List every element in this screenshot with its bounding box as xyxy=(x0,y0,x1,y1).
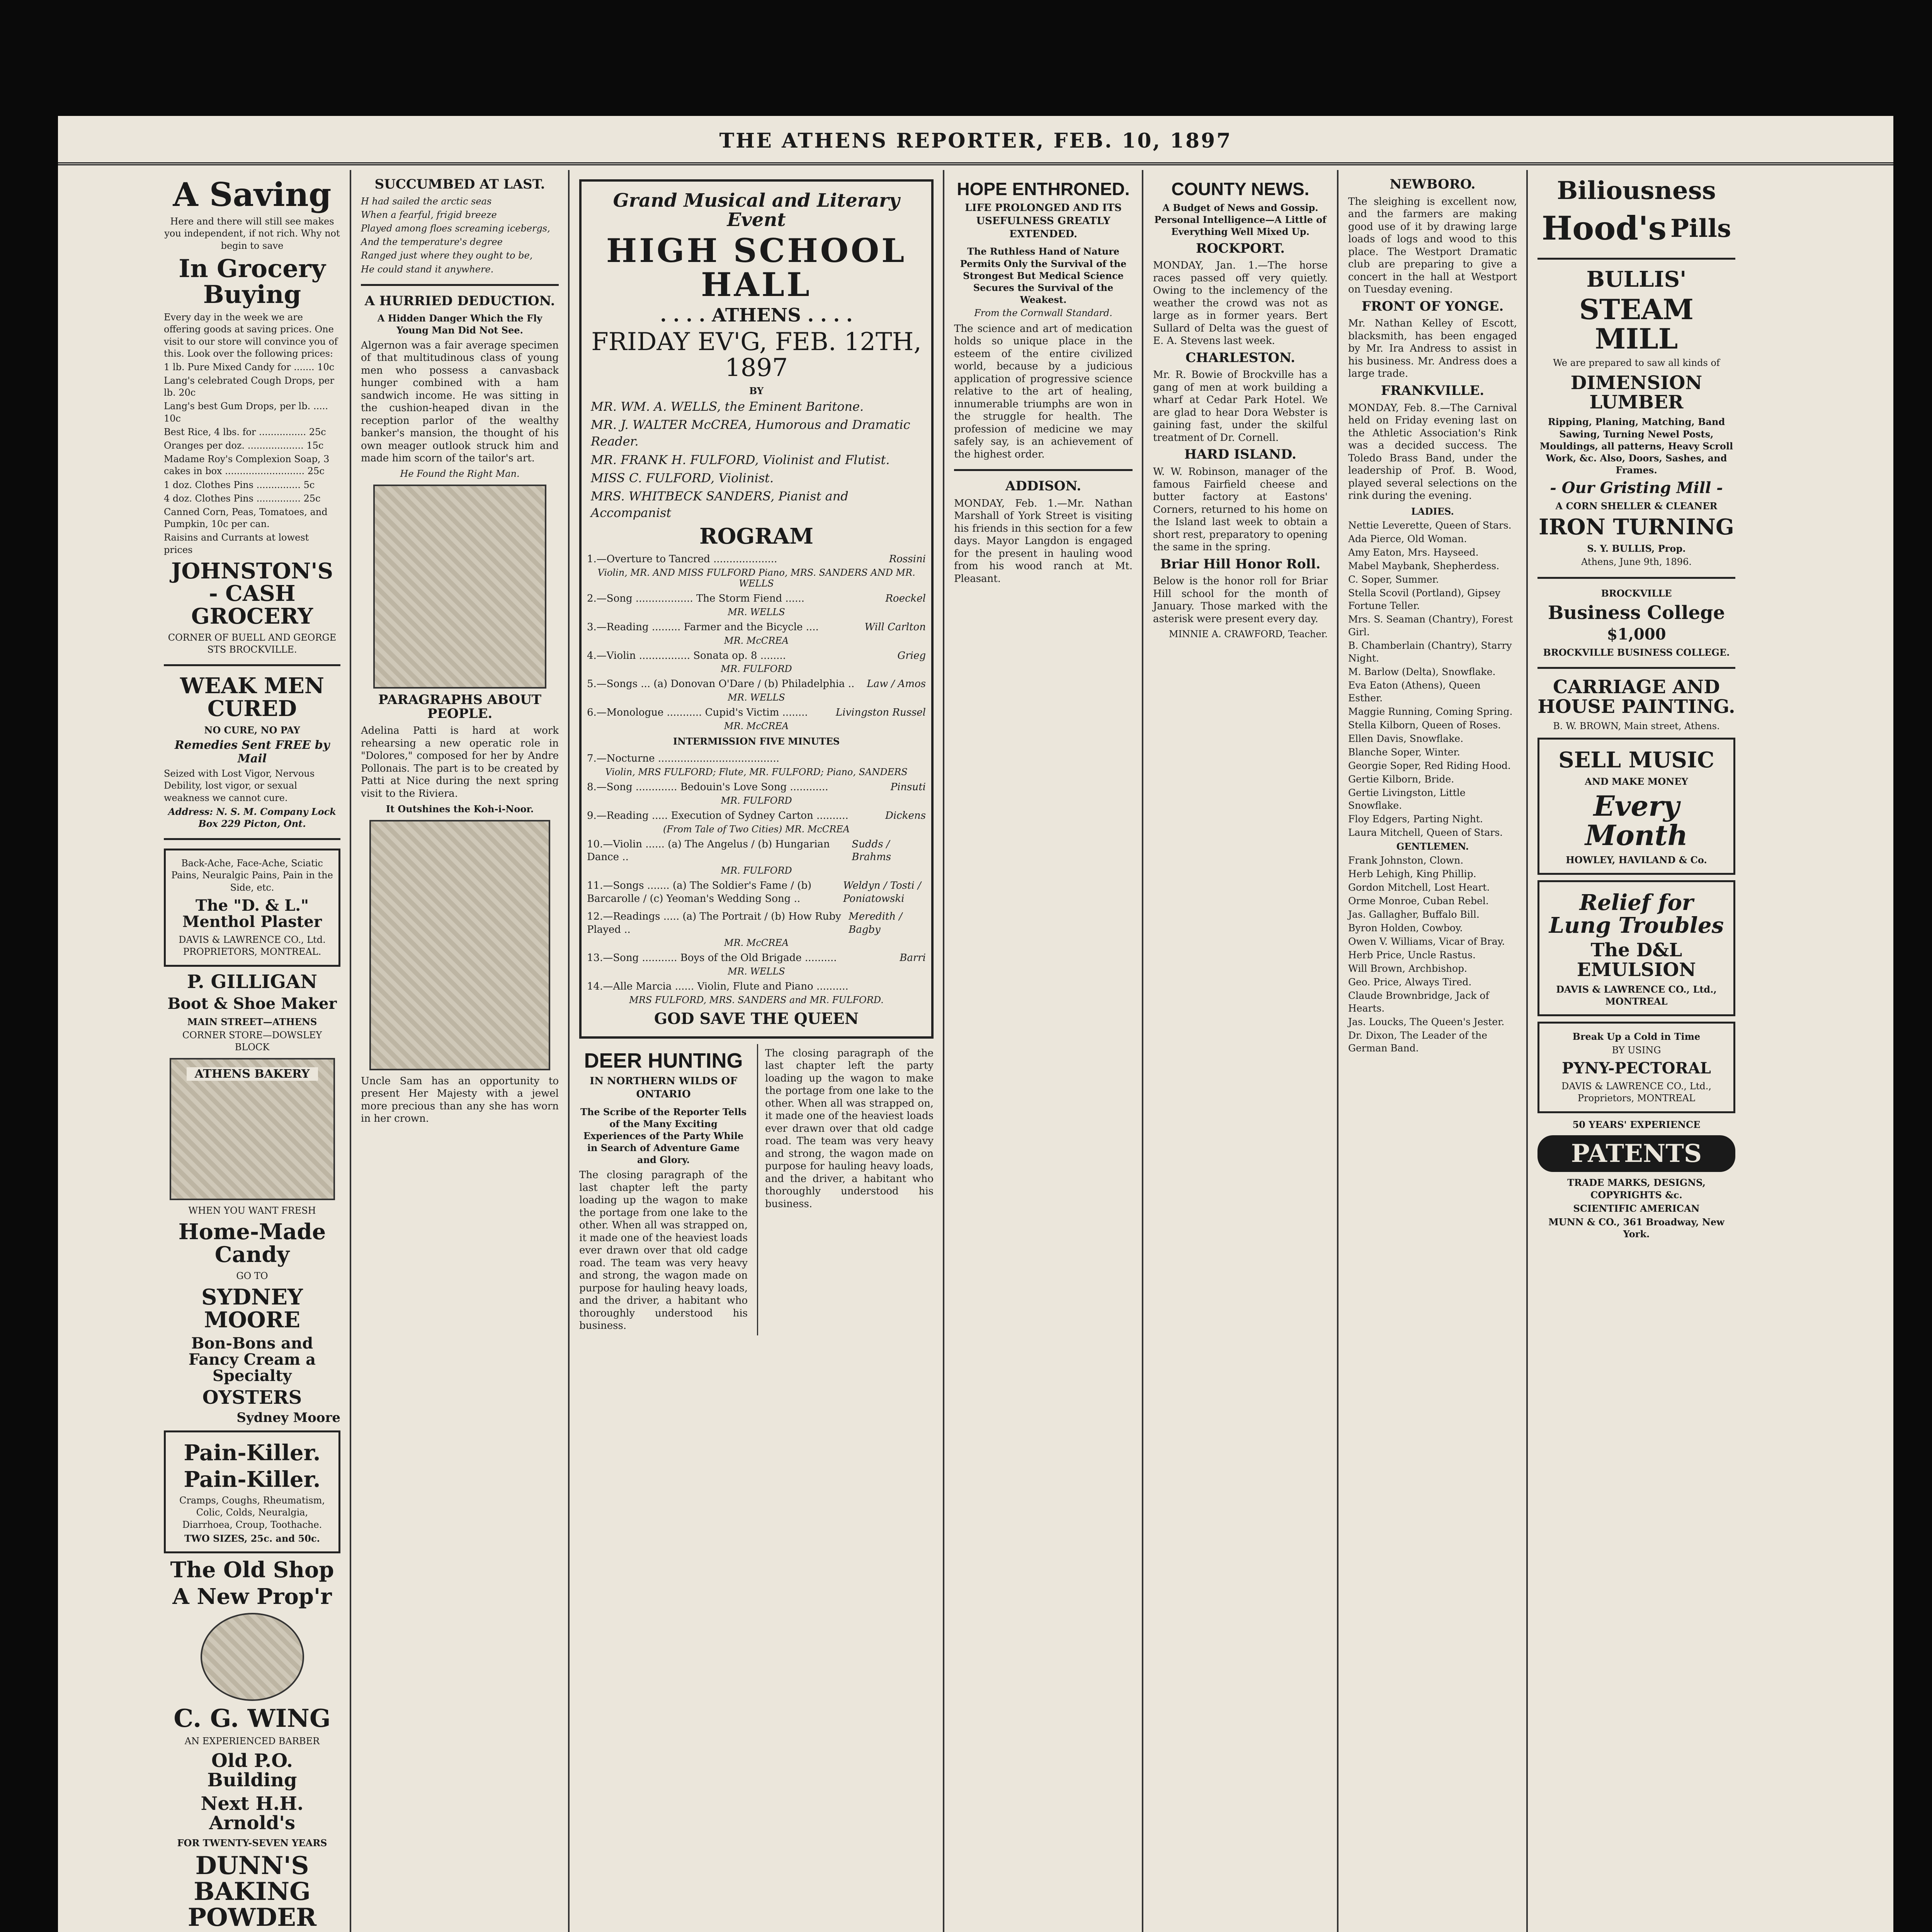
wing-post: Old P.O. Building xyxy=(207,1750,297,1791)
column-ads-right xyxy=(1528,170,1745,1932)
program-item-performer: MR. FULFORD xyxy=(721,795,792,806)
price-item: 4 doz. Clothes Pins ............... 25c xyxy=(164,493,321,504)
deer-deck: The Scribe of the Reporter Tells of the Many Exciting Experiences of the Party While in Search of Adventure Game and Glory. xyxy=(580,1106,747,1166)
list-item: Dr. Dixon, The Leader of the German Band. xyxy=(1348,1029,1488,1054)
emulsion-ad xyxy=(1537,880,1735,1017)
list-item: Georgie Soper, Red Riding Hood. xyxy=(1348,760,1511,771)
program-item-composer: Weldyn / Tosti / Poniatowski xyxy=(843,880,921,905)
column-rule xyxy=(1337,170,1338,1932)
list-item: Mabel Maybank, Shepherdess. xyxy=(1348,560,1500,571)
saving-title: A Saving xyxy=(173,175,332,214)
program-item-composer: Sudds / Brahms xyxy=(852,838,891,863)
program-item xyxy=(587,705,926,731)
masthead: THE ATHENS REPORTER, FEB. 10, 1897 xyxy=(58,120,1893,165)
list-item: B. Chamberlain (Chantry), Starry Night. xyxy=(1348,639,1512,664)
wing-title: C. G. WING xyxy=(173,1704,331,1733)
list-item: Jas. Gallagher, Buffalo Bill. xyxy=(1348,908,1480,920)
program-item-performer: MR. WELLS xyxy=(728,966,785,977)
gilligan-trade: Boot & Shoe Maker xyxy=(167,994,337,1013)
deer-column-b xyxy=(757,1044,934,1335)
list-item: Will Brown, Archbishop. xyxy=(1348,963,1467,974)
program-item-performer: MR. McCREA xyxy=(724,721,789,731)
program-item-composer: Pinsuti xyxy=(890,781,926,793)
list-item: Herb Lehigh, King Phillip. xyxy=(1348,868,1476,879)
program-item-composer: Rossini xyxy=(889,553,926,565)
wing-next: Next H.H. Arnold's xyxy=(201,1793,304,1834)
grocery-body: Every day in the week we are offering goods at saving prices. One visit to our store will convince you of this. Look over the following prices: xyxy=(164,312,338,359)
hope-deck: LIFE PROLONGED AND ITS USEFULNESS GREATLY EXTENDED. xyxy=(965,202,1122,240)
list-item: Amy Eaton, Mrs. Hayseed. xyxy=(1348,546,1479,558)
grocery-price-list xyxy=(164,361,340,556)
place: . . . . ATHENS . . . . xyxy=(660,304,853,327)
program-item-composer: Meredith / Bagby xyxy=(849,910,903,935)
painkiller-price: TWO SIZES, 25c. and 50c. xyxy=(184,1532,320,1544)
program-item-composer: Barri xyxy=(900,952,926,964)
weakmen-title: WEAK MEN CURED xyxy=(180,673,325,722)
column-rule xyxy=(943,170,944,1932)
biliousness-title: Biliousness xyxy=(1557,176,1716,205)
program-item-performer: Violin, MR. AND MISS FULFORD Piano, MRS. SANDERS AND MR. WELLS xyxy=(597,567,915,589)
hoods-title: Hood's xyxy=(1541,209,1667,248)
briar-title: Briar Hill Honor Roll. xyxy=(1160,556,1321,572)
breakup-lead: Break Up a Cold in Time xyxy=(1572,1031,1701,1043)
program-item xyxy=(587,648,926,675)
program-item-composer: Law / Amos xyxy=(867,678,926,690)
gentlemen-list xyxy=(1348,854,1517,1054)
divider xyxy=(361,284,559,286)
gilligan-address: MAIN STREET—ATHENS xyxy=(187,1016,317,1027)
column-rule xyxy=(568,170,570,1932)
addison-body: MONDAY, Feb. 1.—Mr. Nathan Marshall of York Street is visiting his friends in this section for a few days. Mayor Langdon is engaged for the present in hauling wood from his wood ranch at Mt. Pleasant. xyxy=(954,497,1133,585)
frankville-body: MONDAY, Feb. 8.—The Carnival held on Friday evening last on the Athletic Association's Rink was a decided success. The Toledo Brass Band, under the leadership of Prof. B. Wood, played several selections on the rink during the evening. xyxy=(1348,402,1517,502)
program-item-title: 12.—Readings ..... (a) The Portrait / (b) How Ruby Played .. xyxy=(587,910,841,935)
program-item-composer: Livingston Russel xyxy=(835,707,926,719)
poem-line: And the temperature's degree xyxy=(361,236,503,248)
patents-sub: TRADE MARKS, DESIGNS, COPYRIGHTS &c. xyxy=(1567,1177,1706,1201)
program-item xyxy=(587,909,926,949)
list-item: Ellen Davis, Snowflake. xyxy=(1348,733,1464,744)
hall-title: HIGH SCHOOL HALL xyxy=(606,231,907,304)
wing-sub: AN EXPERIENCED BARBER xyxy=(184,1735,320,1747)
hurried-title: A HURRIED DEDUCTION. xyxy=(364,293,555,309)
anthem: GOD SAVE THE QUEEN xyxy=(654,1009,859,1028)
steammill-title: STEAM MILL xyxy=(1579,293,1694,355)
performer: MR. FRANK H. FULFORD, Violinist and Flutist. xyxy=(591,452,890,467)
johnston-address: CORNER OF BUELL AND GEORGE STS BROCKVILLE. xyxy=(168,632,337,655)
painkiller-uses: Cramps, Coughs, Rheumatism, Colic, Colds, Neuralgia, Diarrhoea, Croup, Toothache. xyxy=(179,1495,325,1530)
by-label: BY xyxy=(749,385,764,396)
cartoon-illustration xyxy=(373,485,546,689)
program-item-title: 6.—Monologue ........... Cupid's Victim ........ xyxy=(587,707,808,719)
dunn-lead: FOR TWENTY-SEVEN YEARS xyxy=(177,1837,327,1849)
program-item-performer: MRS FULFORD, MRS. SANDERS and MR. FULFORD. xyxy=(629,994,884,1005)
hoods-ad xyxy=(1537,207,1735,249)
list-item: Mrs. S. Seaman (Chantry), Forest Girl. xyxy=(1348,613,1513,638)
program-title: ROGRAM xyxy=(699,524,814,549)
poem-line: He could stand it anywhere. xyxy=(361,264,494,275)
divider xyxy=(954,469,1133,471)
plaster-title: The "D. & L." Menthol Plaster xyxy=(182,896,322,931)
relief-title: Relief for Lung Troubles xyxy=(1549,889,1724,938)
weakmen-sub: NO CURE, NO PAY xyxy=(204,724,300,736)
grocery-title: In Grocery Buying xyxy=(179,254,326,309)
program-item-title: 8.—Song ............. Bedouin's Love Song ............ xyxy=(587,781,828,793)
scientific-american: SCIENTIFIC AMERICAN xyxy=(1573,1202,1700,1214)
carriage-title: CARRIAGE AND HOUSE PAINTING. xyxy=(1537,676,1735,718)
program-item-composer: Roeckel xyxy=(885,593,926,605)
list-item: Jas. Loucks, The Queen's Jester. xyxy=(1348,1016,1505,1027)
program-item xyxy=(587,751,926,777)
performer: MRS. WHITBECK SANDERS, Pianist and Accompanist xyxy=(591,489,849,520)
list-item: Frank Johnston, Clown. xyxy=(1348,854,1464,866)
program-item xyxy=(587,979,926,1005)
price-item: 1 lb. Pure Mixed Candy for ....... 10c xyxy=(164,361,335,372)
howley-publisher: HOWLEY, HAVILAND & Co. xyxy=(1566,854,1707,866)
charleston-title: CHARLESTON. xyxy=(1185,350,1295,366)
weakmen-body: Seized with Lost Vigor, Nervous Debility, lost vigor, or sexual weakness we cannot cure. xyxy=(164,768,315,803)
paragraphs-title: PARAGRAPHS ABOUT PEOPLE. xyxy=(378,692,542,721)
list-item: Nettie Leverette, Queen of Stars. xyxy=(1348,519,1512,531)
event-title: Grand Musical and Literary Event xyxy=(613,190,900,231)
corn-sheller: A CORN SHELLER & CLEANER xyxy=(1555,500,1718,512)
homemade-goto: GO TO xyxy=(236,1270,268,1281)
rockport-body: MONDAY, Jan. 1.—The horse races passed off very quietly. Owing to the inclemency of the weather the crowd was not as large as in former years. Bert Sullard of Delta was the guest of E. A. Stevens last week. xyxy=(1153,260,1328,347)
program-item-title: 3.—Reading ......... Farmer and the Bicycle .... xyxy=(587,621,819,633)
intermission: INTERMISSION FIVE MINUTES xyxy=(673,736,840,747)
program-item-performer: MR. WELLS xyxy=(728,606,785,617)
program-item-title: 2.—Song .................. The Storm Fiend ...... xyxy=(587,593,804,605)
emulsion-title: The D&L EMULSION xyxy=(1577,939,1696,981)
program-item-performer: MR. FULFORD xyxy=(721,865,792,876)
program-item-composer: Grieg xyxy=(897,650,926,662)
list-item: Orme Monroe, Cuban Rebel. xyxy=(1348,895,1489,906)
gristing-mill: - Our Gristing Mill - xyxy=(1550,479,1723,497)
deer-hunting-article xyxy=(579,1044,934,1335)
list-item: M. Barlow (Delta), Snowflake. xyxy=(1348,666,1496,677)
program-item xyxy=(587,620,926,646)
column-concert xyxy=(570,170,943,1932)
oldshop-subtitle: A New Prop'r xyxy=(172,1583,332,1609)
program-item-performer: MR. McCREA xyxy=(724,635,789,646)
hope-source: From the Cornwall Standard. xyxy=(974,308,1112,319)
dunn-title: DUNN'S BAKING POWDER xyxy=(187,1851,317,1932)
performer: MISS C. FULFORD, Violinist. xyxy=(591,470,774,485)
deer-subtitle: IN NORTHERN WILDS OF ONTARIO xyxy=(590,1075,737,1100)
carriage-signature: B. W. BROWN, Main street, Athens. xyxy=(1553,721,1720,732)
college-footer: BROCKVILLE BUSINESS COLLEGE. xyxy=(1543,647,1730,658)
hurried-sub: A Hidden Danger Which the Fly Young Man Did Not See. xyxy=(377,312,543,336)
hardisland-title: HARD ISLAND. xyxy=(1184,447,1296,463)
bakery-sign: ATHENS BAKERY xyxy=(187,1067,318,1081)
price-item: Canned Corn, Peas, Tomatoes, and Pumpkin, 10c per can. xyxy=(164,506,328,530)
list-item: Claude Brownbridge, Jack of Hearts. xyxy=(1348,990,1489,1014)
event-date: FRIDAY EV'G, FEB. 12TH, 1897 xyxy=(591,327,922,382)
list-item: Owen V. Williams, Vicar of Bray. xyxy=(1348,935,1505,947)
deer-body: The closing paragraph of the last chapter left the party loading up the wagon to make the portage from one lake to the other. When all was strapped on, it made one of the heaviest loads ever drawn over that old cadge road. The team was very heavy and strong, the wagon made on purpose for hauling heavy loads, and the driver, a habitant who thoroughly understood his business. xyxy=(579,1169,748,1332)
list-item: C. Soper, Summer. xyxy=(1348,573,1439,585)
plaster-headline: Back-Ache, Face-Ache, Sciatic Pains, Neuralgic Pains, Pain in the Side, etc. xyxy=(171,858,333,893)
county-deck: A Budget of News and Gossip. Personal Intelligence—A Little of Everything Well Mixed Up. xyxy=(1154,202,1327,238)
list-item: Ada Pierce, Old Woman. xyxy=(1348,533,1467,544)
program-item-title: 7.—Nocturne ...................................... xyxy=(587,753,779,765)
planing-services: Ripping, Planing, Matching, Band Sawing, Turning Newel Posts, Mouldings, all patterns, Heavy Scroll Work, &c. Also, Doors, Sashes, and Frames. xyxy=(1539,416,1733,476)
column-rule xyxy=(350,170,351,1932)
divider xyxy=(1537,577,1735,579)
pyny-maker: DAVIS & LAWRENCE CO., Ltd., Proprietors, MONTREAL xyxy=(1561,1080,1712,1104)
plaster-maker: DAVIS & LAWRENCE CO., Ltd. PROPRIETORS, MONTREAL. xyxy=(179,934,326,957)
list-item: Eva Eaton (Athens), Queen Esther. xyxy=(1348,679,1481,704)
deer-title: DEER HUNTING xyxy=(584,1049,743,1072)
price-item: Oranges per doz. ................... 15c xyxy=(164,440,324,451)
program-item-title: 10.—Violin ...... (a) The Angelus / (b) Hungarian Dance .. xyxy=(587,838,830,863)
painkiller-ad xyxy=(164,1430,340,1553)
patents-badge: 50 YEARS' EXPERIENCE xyxy=(1572,1119,1701,1131)
music-title: SELL MUSIC xyxy=(1558,747,1714,773)
munn-address: MUNN & CO., 361 Broadway, New York. xyxy=(1548,1216,1725,1240)
plaster-ad xyxy=(164,849,340,967)
kohinoor-illustration xyxy=(369,820,550,1070)
hoods-pills: Pills xyxy=(1670,214,1731,243)
price-item: Best Rice, 4 lbs. for ................ 25c xyxy=(164,426,326,437)
breakup-by: BY USING xyxy=(1612,1044,1661,1056)
deer-column-a xyxy=(579,1044,748,1335)
poem-line: When a fearful, frigid breeze xyxy=(361,209,497,220)
dimension-lead: We are prepared to saw all kinds of xyxy=(1553,357,1720,369)
painkiller-title: Pain-Killer. xyxy=(184,1440,321,1466)
hope-title: HOPE ENTHRONED. xyxy=(957,179,1130,199)
college-lead: BROCKVILLE xyxy=(1601,587,1672,599)
homemade-title: Home-Made Candy xyxy=(178,1219,326,1268)
poem-title: SUCCUMBED AT LAST. xyxy=(374,177,545,192)
patents-title: PATENTS xyxy=(1537,1135,1735,1172)
deer-body-continued: The closing paragraph of the last chapter left the party loading up the wagon to make the portage from one lake to the other. When all was strapped on, it made one of the heaviest loads ever drawn over that old cadge road. The team was very heavy and strong, the wagon made on purpose for hauling heavy loads, and the driver, a habitant who thoroughly understood his business. xyxy=(765,1047,934,1210)
addison-title: ADDISON. xyxy=(1005,478,1082,494)
program-item-title: 5.—Songs ... (a) Donovan O'Dare / (b) Philadelphia .. xyxy=(587,678,855,690)
price-item: 1 doz. Clothes Pins ............... 5c xyxy=(164,479,315,490)
column-rule xyxy=(1526,170,1528,1932)
music-ad xyxy=(1537,738,1735,874)
painkiller-title-2: Pain-Killer. xyxy=(184,1466,321,1492)
gilligan-title: P. GILLIGAN xyxy=(187,971,318,993)
program-item-composer: Will Carlton xyxy=(864,621,926,633)
list-item: Blanche Soper, Winter. xyxy=(1348,746,1460,758)
poem-line: H had sailed the arctic seas xyxy=(361,196,492,207)
johnston-title: JOHNSTON'S - CASH GROCERY xyxy=(171,558,333,629)
column-hope-addison xyxy=(945,170,1142,1932)
divider xyxy=(164,664,340,666)
list-item: Gertie Livingston, Little Snowflake. xyxy=(1348,787,1466,811)
iron-turning: IRON TURNING xyxy=(1539,514,1734,540)
program-item-performer: MR. FULFORD xyxy=(721,663,792,675)
pyny-title: PYNY-PECTORAL xyxy=(1562,1059,1711,1077)
list-item: Herb Price, Uncle Rastus. xyxy=(1348,949,1476,961)
price-item: Lang's best Gum Drops, per lb. ..... 10c xyxy=(164,401,328,424)
hurried-body: Algernon was a fair average specimen of that multitudinous class of young men who possess a canvasback hunger combined with a ham sandwich income. He was sitting in the cushion-heaped divan in the reception parlor of the wealthy banker's mansion, the thought of his own meager outlook struck him and made him scorn of the tailor's art. xyxy=(361,339,559,464)
barber-portrait xyxy=(201,1613,304,1701)
list-item: Stella Scovil (Portland), Gipsey Fortune Teller. xyxy=(1348,587,1501,611)
program-item-performer: MR. McCREA xyxy=(724,937,789,949)
program-item-composer: Dickens xyxy=(885,810,926,821)
hope-subtitle: The Ruthless Hand of Nature Permits Only the Survival of the Strongest But Medical Science Secures the Survival of the Weakest. xyxy=(960,246,1127,306)
performer: MR. WM. A. WELLS, the Eminent Baritone. xyxy=(591,399,864,414)
hardisland-body: W. W. Robinson, manager of the famous Fairfield cheese and butter factory at Eastons' Corners, returned to his home on the Island last week to obtain a short rest, preparatory to opening the same in the spring. xyxy=(1153,466,1328,553)
oysters-title: OYSTERS xyxy=(202,1386,302,1408)
bullis-date: Athens, June 9th, 1896. xyxy=(1581,556,1692,568)
performer: MR. J. WALTER McCREA, Humorous and Dramatic Reader. xyxy=(591,417,910,449)
price-item: Madame Roy's Complexion Soap, 3 cakes in box ........................... 25c xyxy=(164,454,330,477)
paragraphs-body: Adelina Patti is hard at work rehearsing a new operatic role in "Dolores," composed for her by Andre Pollonais. The part is to be created by Patti at Nice during the next spring visit to the Riviera. xyxy=(361,725,559,799)
price-item: Raisins and Currants at lowest prices xyxy=(164,532,309,555)
program-item-title: 13.—Song ........... Boys of the Old Brigade .......... xyxy=(587,952,837,964)
dimension-title: DIMENSION LUMBER xyxy=(1570,372,1702,413)
program-item xyxy=(587,677,926,703)
poem-line: Played among floes screaming icebergs, xyxy=(361,223,550,234)
list-item: Maggie Running, Coming Spring. xyxy=(1348,706,1513,717)
frontyonge-title: FRONT OF YONGE. xyxy=(1361,298,1504,314)
program-item-title: 11.—Songs ....... (a) The Soldier's Fame / (b) Barcarolle / (c) Yeoman's Wedding Song .. xyxy=(587,880,812,905)
list-item: Byron Holden, Cowboy. xyxy=(1348,922,1463,934)
list-item: Floy Edgers, Parting Night. xyxy=(1348,813,1483,825)
concert-program xyxy=(579,179,934,1039)
briar-signature: MINNIE A. CRAWFORD, Teacher. xyxy=(1169,629,1328,640)
weakmen-address: Address: N. S. M. Company Lock Box 229 Picton, Ont. xyxy=(168,806,336,829)
moore-bonbons: Bon-Bons and Fancy Cream a Specialty xyxy=(188,1334,316,1385)
column-local-news xyxy=(1339,170,1526,1932)
divider xyxy=(1537,667,1735,669)
rightman-caption: He Found the Right Man. xyxy=(400,468,520,479)
oldshop-title: The Old Shop xyxy=(170,1557,334,1583)
hope-body: The science and art of medication holds so unique place in the esteem of the entire civilized world, because by a judicious application of progressive science relative to the art of healing, innumerable triumphs are won in the struggle for health. The profession of medicine we may safely say, is an achievement of the highest order. xyxy=(954,323,1133,460)
newboro-title: NEWBORO. xyxy=(1389,177,1476,192)
college-title: Business College xyxy=(1548,602,1725,624)
ladies-list xyxy=(1348,519,1517,839)
pyny-ad xyxy=(1537,1022,1735,1113)
program-item xyxy=(587,951,926,977)
newboro-body: The sleighing is excellent now, and the farmers are making good use of it by drawing large loads of logs and wood to this place. The Westport Dramatic club are preparing to give a concert in the hall at Westport on Tuesday evening. xyxy=(1348,196,1517,296)
homemade-lead: WHEN YOU WANT FRESH xyxy=(188,1205,316,1216)
list-item: Geo. Price, Always Tired. xyxy=(1348,976,1472,988)
column-ads-left xyxy=(155,170,350,1932)
briar-body: Below is the honor roll for Briar Hill school for the month of January. Those marked with the asterisk were present every day. xyxy=(1153,575,1328,625)
rockport-title: ROCKPORT. xyxy=(1196,240,1285,256)
bakery-illustration xyxy=(170,1058,335,1200)
list-item: Gordon Mitchell, Lost Heart. xyxy=(1348,881,1490,893)
bullis-title: BULLIS' xyxy=(1586,267,1687,293)
uncle-sam-body: Uncle Sam has an opportunity to present Her Majesty with a jewel more precious than any she has worn in her crown. xyxy=(361,1075,559,1125)
kohinoor-caption: It Outshines the Koh-i-Noor. xyxy=(386,803,534,815)
list-item: Laura Mitchell, Queen of Stars. xyxy=(1348,827,1503,838)
bullis-signature: S. Y. BULLIS, Prop. xyxy=(1587,543,1686,554)
gentlemen-title: GENTLEMEN. xyxy=(1396,840,1469,852)
program-item-performer: MR. WELLS xyxy=(728,692,785,703)
program-item-title: 1.—Overture to Tancred .................... xyxy=(587,553,777,565)
every-month-logo: Every Month xyxy=(1585,789,1688,852)
program-item-title: 9.—Reading ..... Execution of Sydney Carton .......... xyxy=(587,810,849,821)
saving-intro: Here and there will still see makes you independent, if not rich. Why not begin to save xyxy=(164,216,340,251)
ladies-title: LADIES. xyxy=(1411,505,1454,517)
list-item: Gertie Kilborn, Bride. xyxy=(1348,773,1454,785)
emulsion-maker: DAVIS & LAWRENCE CO., Ltd., MONTREAL xyxy=(1556,984,1717,1007)
moore-title: SYDNEY MOORE xyxy=(201,1284,303,1333)
list-item: Stella Kilborn, Queen of Roses. xyxy=(1348,719,1501,731)
program-item xyxy=(587,552,926,589)
program-item xyxy=(587,837,926,876)
county-title: COUNTY NEWS. xyxy=(1171,179,1310,199)
column-stories xyxy=(352,170,568,1932)
music-sub: AND MAKE MONEY xyxy=(1585,776,1688,787)
program-item xyxy=(587,780,926,806)
poem-line: Ranged just where they ought to be, xyxy=(361,250,533,261)
program-item-title: 4.—Violin ................ Sonata op. 8 ........ xyxy=(587,650,786,662)
weakmen-free: Remedies Sent FREE by Mail xyxy=(174,738,330,766)
college-prize: $1,000 xyxy=(1607,625,1666,644)
program-item xyxy=(587,808,926,835)
divider xyxy=(1537,258,1735,260)
program-item-title: 14.—Alle Marcia ...... Violin, Flute and Piano .......... xyxy=(587,981,849,993)
program-item xyxy=(587,878,926,907)
charleston-body: Mr. R. Bowie of Brockville has a gang of men at work building a wharf at Cedar Park Hotel. We are glad to hear Dora Webster is gaining fast, under the skilful treatment of Dr. Cornell. xyxy=(1153,369,1328,444)
oysters-signature: Sydney Moore xyxy=(236,1410,340,1426)
divider xyxy=(164,838,340,840)
program-item-performer: Violin, MRS FULFORD; Flute, MR. FULFORD; Piano, SANDERS xyxy=(605,766,908,777)
frontyonge-body: Mr. Nathan Kelley of Escott, blacksmith, has been engaged by Mr. Ira Andress to assist in his business. Mr. Andress does a large trade. xyxy=(1348,318,1517,380)
column-county-news xyxy=(1144,170,1337,1932)
frankville-title: FRANKVILLE. xyxy=(1381,383,1485,398)
program-item xyxy=(587,591,926,617)
column-rule xyxy=(1142,170,1143,1932)
program-item-performer: (From Tale of Two Cities) MR. McCREA xyxy=(663,823,850,835)
price-item: Lang's celebrated Cough Drops, per lb. 20c xyxy=(164,375,334,398)
gilligan-footer: CORNER STORE—DOWSLEY BLOCK xyxy=(182,1029,322,1053)
